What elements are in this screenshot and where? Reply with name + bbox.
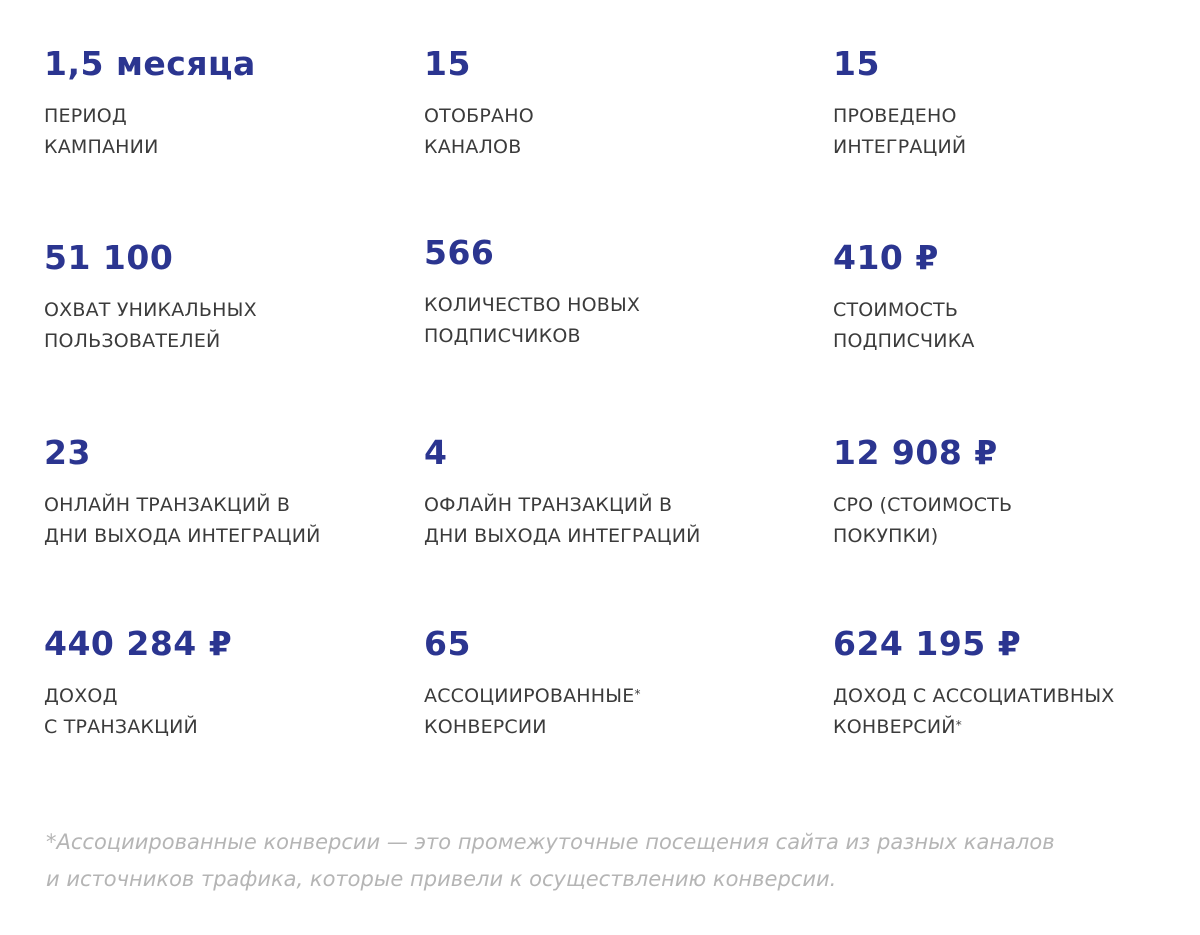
footnote-line: и источников трафика, которые привели к осуществлению конверсии. [46,867,837,891]
stat-label-line [424,681,784,712]
stat-new-subscribers [424,233,784,352]
stat-label [833,490,1173,552]
stat-label-line: КАНАЛОВ [424,136,522,158]
stat-label [44,681,404,743]
stat-online-transactions [44,433,404,552]
stat-label-line: ПЕРИОД [44,105,127,127]
stat-label-line: ПОДПИСЧИКА [833,330,975,352]
stat-value: 15 [424,44,471,83]
stat-transaction-revenue [44,624,404,743]
stat-value: 65 [424,624,471,663]
stat-label-line: CPO (СТОИМОСТЬ [833,494,1013,516]
stat-label [44,295,404,357]
stat-label-line: ПОДПИСЧИКОВ [424,325,581,347]
stat-label-line: КАМПАНИИ [44,136,159,158]
stat-label-line [833,712,1173,743]
stat-value: 1,5 месяца [44,44,256,83]
stat-associated-revenue [833,624,1173,743]
stat-label [44,101,404,163]
stat-label-line: ДОХОД [44,685,118,707]
stat-value: 51 100 [44,238,174,277]
stat-value: 440 284 ₽ [44,624,233,663]
stat-label-line: ОНЛАЙН ТРАНЗАКЦИЙ В [44,494,291,516]
stat-label-line: КОЛИЧЕСТВО НОВЫХ [424,294,641,316]
stat-label-line: ПРОВЕДЕНО [833,105,957,127]
stat-value: 15 [833,44,880,83]
stat-label [424,490,784,552]
stat-value: 566 [424,233,495,272]
stat-label [44,490,404,552]
stat-label [424,290,784,352]
stat-unique-reach [44,238,404,357]
footnote-marker: * [955,718,962,732]
stat-label-line: ДНИ ВЫХОДА ИНТЕГРАЦИЙ [424,525,701,547]
stat-label-line: ПОЛЬЗОВАТЕЛЕЙ [44,330,221,352]
stat-label-line: ДОХОД С АССОЦИАТИВНЫХ [833,685,1115,707]
stat-label-line: КОНВЕРСИИ [424,716,547,738]
stat-selected-channels [424,44,784,163]
stat-label-line: ИНТЕГРАЦИЙ [833,136,967,158]
stat-subscriber-cost [833,238,1173,357]
stat-value: 23 [44,433,91,472]
stat-label-line: ДНИ ВЫХОДА ИНТЕГРАЦИЙ [44,525,321,547]
stat-label-line: ПОКУПКИ) [833,525,939,547]
stat-label [833,295,1173,357]
footnote-marker: * [634,687,641,701]
stat-label-line: ОХВАТ УНИКАЛЬНЫХ [44,299,257,321]
stat-label-text: КОНВЕРСИЙ [833,716,956,738]
stat-label-line: ОФЛАЙН ТРАНЗАКЦИЙ В [424,494,673,516]
stat-label [833,681,1173,743]
stat-label-line: С ТРАНЗАКЦИЙ [44,716,198,738]
stat-label [424,101,784,163]
stat-value: 12 908 ₽ [833,433,998,472]
stat-value: 4 [424,433,448,472]
footnote [46,824,1166,898]
stat-label-text: АССОЦИИРОВАННЫЕ [424,685,635,707]
stat-value: 410 ₽ [833,238,939,277]
stat-campaign-period [44,44,404,163]
stat-cpo [833,433,1173,552]
stat-label [833,101,1173,163]
stat-integrations [833,44,1173,163]
footnote-line: *Ассоциированные конверсии — это промежуточные посещения сайта из разных каналов [46,830,1055,854]
stat-label-line: ОТОБРАНО [424,105,534,127]
stat-associated-conversions [424,624,784,743]
stat-label-line: СТОИМОСТЬ [833,299,959,321]
stat-offline-transactions [424,433,784,552]
stat-value: 624 195 ₽ [833,624,1022,663]
stat-label [424,681,784,743]
